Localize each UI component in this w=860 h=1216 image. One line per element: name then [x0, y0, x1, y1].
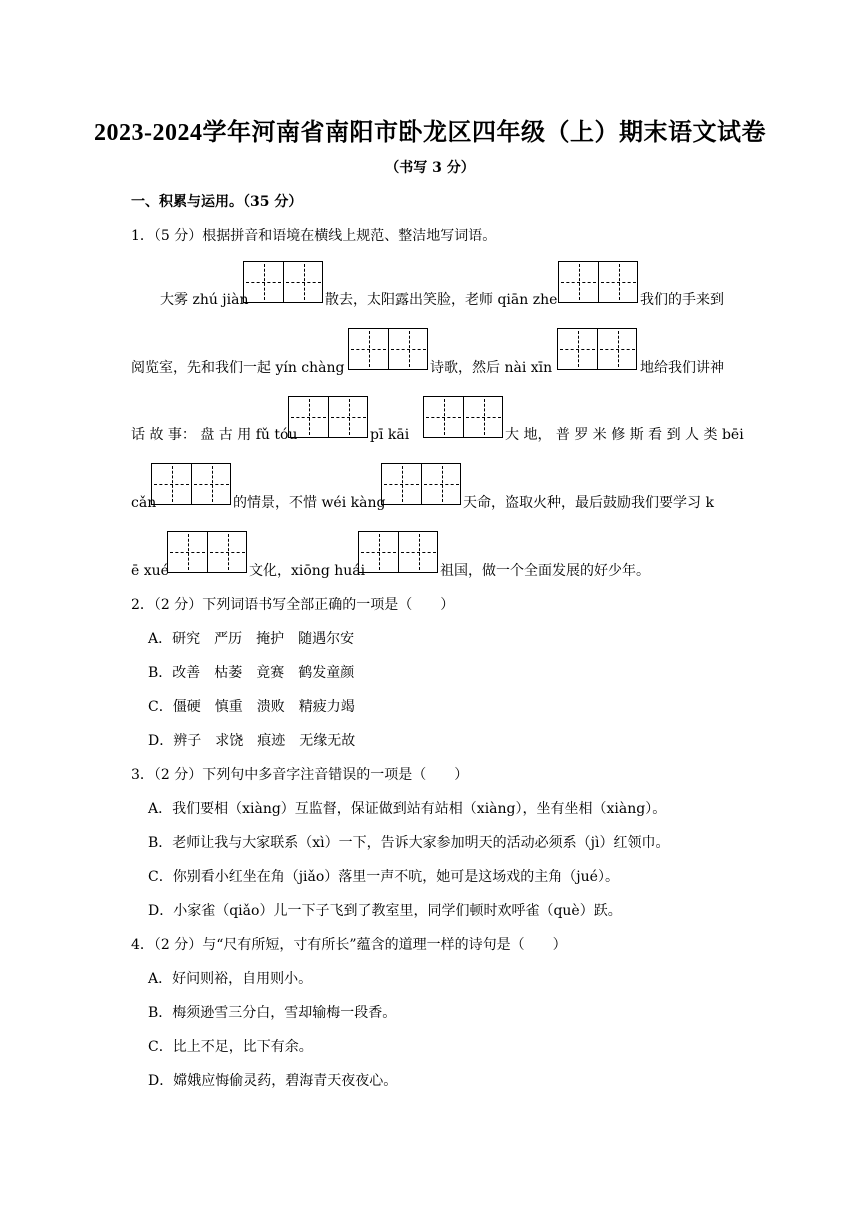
question-1-stem: 1．（5 分）根据拼音和语境在横线上规范、整洁地写词语。	[131, 228, 497, 244]
q2-option-b[interactable]: B．改善 枯萎 竟赛 鹤发童颜	[148, 665, 355, 681]
q1-text-1b: 散去，太阳露出笑脸，老师 qiān zhe	[325, 292, 558, 308]
writing-grid-qianzhe[interactable]	[558, 261, 638, 303]
q3-option-a[interactable]: A．我们要相（xiàng）互监督，保证做到站有站相（xiàng），坐有坐相（xiàng）。	[148, 801, 667, 817]
q1-text-3b: pī kāi	[370, 427, 410, 443]
q2-option-c[interactable]: C．僵硬 慎重 溃败 精疲力竭	[148, 699, 355, 715]
q1-text-4b: 的情景，不惜 wéi kàng	[233, 495, 386, 511]
q4-option-b[interactable]: B．梅须逊雪三分白，雪却输梅一段香。	[148, 1005, 397, 1021]
question-3-stem: 3．（2 分）下列句中多音字注音错误的一项是（ ）	[131, 767, 469, 783]
writing-grid-pikai[interactable]	[423, 396, 503, 438]
q3-option-c[interactable]: C．你别看小红坐在角（jiǎo）落里一声不吭，她可是这场戏的主角（jué）。	[148, 869, 619, 885]
writing-grid-beican[interactable]	[151, 463, 231, 505]
writing-grid-kexue[interactable]	[167, 531, 247, 573]
question-2-stem: 2．（2 分）下列词语书写全部正确的一项是（ ）	[131, 597, 455, 613]
q3-option-d[interactable]: D．小家雀（qiǎo）儿一下子飞到了教室里，同学们顿时欢呼雀（què）跃。	[148, 903, 622, 919]
q1-text-1c: 我们的手来到	[640, 292, 724, 308]
q1-text-5c: 祖国，做一个全面发展的好少年。	[440, 563, 650, 579]
q4-option-c[interactable]: C．比上不足，比下有余。	[148, 1039, 313, 1055]
question-4-stem: 4．（2 分）与“尺有所短，寸有所长”蕴含的道理一样的诗句是（ ）	[131, 937, 567, 953]
q1-text-5b: 文化，xiōng huái	[249, 563, 366, 579]
q1-text-3c: 大 地， 普 罗 米 修 斯 看 到 人 类 bēi	[505, 427, 744, 443]
q4-option-a[interactable]: A．好问则裕，自用则小。	[148, 971, 313, 987]
section-heading: 一、积累与运用。（35 分）	[131, 194, 303, 210]
page-subtitle: （书写 3 分）	[385, 160, 475, 176]
q2-option-d[interactable]: D．辨子 求饶 痕迹 无缘无故	[148, 733, 356, 749]
q1-text-4a: cǎn	[131, 495, 157, 511]
q2-option-a[interactable]: A．研究 严历 掩护 随遇尔安	[148, 631, 355, 647]
q1-text-2a: 阅览室，先和我们一起 yín chàng	[131, 360, 345, 376]
writing-grid-zhujian[interactable]	[243, 261, 323, 303]
q1-text-2c: 地给我们讲神	[640, 360, 724, 376]
q1-text-4c: 天命，盗取火种，最后鼓励我们要学习 k	[463, 495, 714, 511]
q1-text-5a: ē xué	[131, 563, 169, 579]
q1-text-3a: 话 故 事： 盘 古 用 fǔ tóu	[131, 427, 298, 443]
q1-text-1a: 大雾 zhú jiàn	[160, 292, 249, 308]
writing-grid-weikang[interactable]	[381, 463, 461, 505]
writing-grid-naixin[interactable]	[557, 328, 637, 370]
page-title: 2023-2024学年河南省南阳市卧龙区四年级（上）期末语文试卷	[94, 120, 766, 146]
q3-option-b[interactable]: B．老师让我与大家联系（xì）一下，告诉大家参加明天的活动必须系（jì）红领巾。	[148, 835, 670, 851]
q1-text-2b: 诗歌，然后 nài xīn	[430, 360, 553, 376]
writing-grid-xionghuai[interactable]	[358, 531, 438, 573]
writing-grid-futou[interactable]	[288, 396, 368, 438]
writing-grid-yinchang[interactable]	[348, 328, 428, 370]
q4-option-d[interactable]: D．嫦娥应悔偷灵药，碧海青天夜夜心。	[148, 1073, 398, 1089]
